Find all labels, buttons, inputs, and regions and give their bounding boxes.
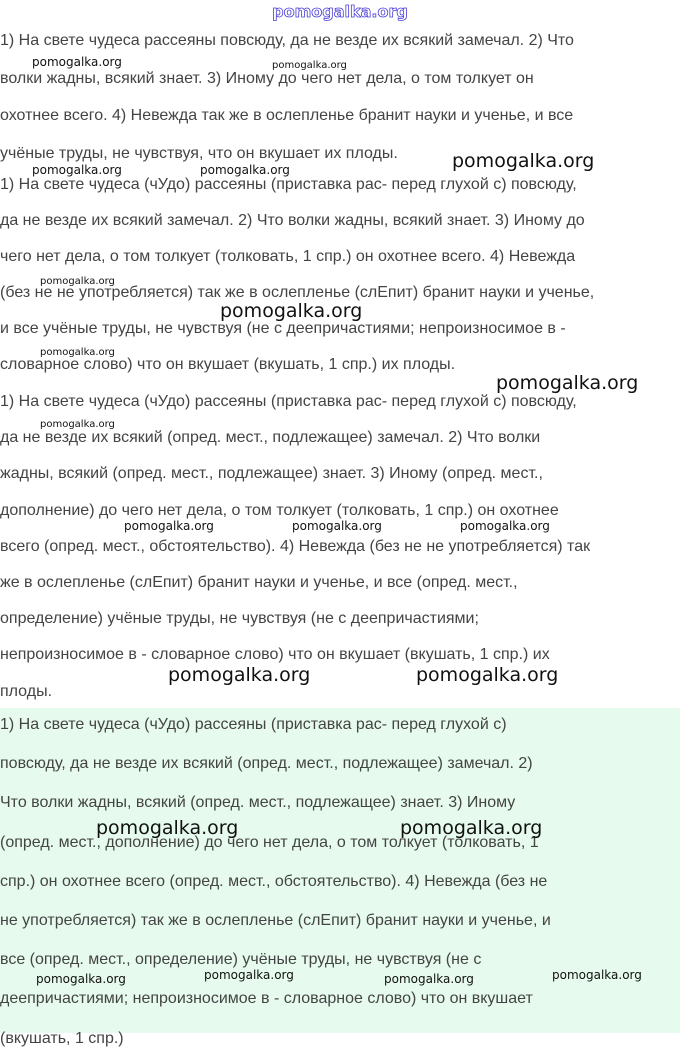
text-line: не употребляется) так же в ослепленье (слЕпит) бранит науки и ученье, и (0, 912, 551, 929)
watermark: pomogalka.org (460, 519, 550, 533)
text-line: 1) На свете чудеса (чУдо) рассеяны (приставка рас- перед глухой с) (0, 716, 507, 733)
watermark: pomogalka.org (416, 664, 559, 686)
text-line: учёные труды, не чувствуя, что он вкушает их плоды. (0, 144, 398, 162)
watermark: pomogalka.org (496, 372, 639, 394)
text-line: 1) На свете чудеса (чУдо) рассеяны (приставка рас- перед глухой с) повсюду, (0, 393, 577, 410)
watermark: pomogalka.org (40, 276, 115, 287)
text-line: (без не не употребляется) так же в ослепленье (слЕпит) бранит науки и ученье, (0, 284, 595, 301)
watermark: pomogalka.org (204, 968, 294, 982)
watermark: pomogalka.org (292, 519, 382, 533)
watermark: pomogalka.org (96, 817, 239, 839)
text-line: Что волки жадны, всякий (опред. мест., подлежащее) знает. 3) Иному (0, 794, 516, 812)
text-line: да не везде их всякий (опред. мест., подлежащее) замечал. 2) Что волки (0, 429, 541, 447)
watermark: pomogalka.org (384, 972, 474, 986)
text-line: (опред. мест., дополнение) до чего нет дела, о том толкует (толковать, 1 (0, 833, 539, 851)
text-line: 1) На свете чудеса (чУдо) рассеяны (приставка рас- перед глухой с) повсюду, (0, 176, 577, 193)
watermark: pomogalka.org (40, 347, 115, 358)
watermark: pomogalka.org (400, 817, 543, 839)
text-line: всего (опред. мест., обстоятельство). 4) Невежда (без не не употребляется) так (0, 537, 591, 555)
text-line: деепричастиями; непроизносимое в - словарное слово) что он вкушает (0, 990, 533, 1008)
text-line: жадны, всякий (опред. мест., подлежащее) знает. 3) Иному (опред. мест., (0, 465, 543, 483)
text-line: же в ослепленье (слЕпит) бранит науки и ученье, и все (опред. мест., (0, 574, 518, 591)
watermark: pomogalka.org (272, 60, 347, 71)
text-line: непроизносимое в - словарное слово) что он вкушает (вкушать, 1 спр.) их (0, 646, 550, 664)
watermark: pomogalka.org (220, 300, 363, 322)
watermark: pomogalka.org (40, 419, 115, 430)
watermark: pomogalka.org (200, 163, 290, 177)
watermark: pomogalka.org (552, 968, 642, 982)
text-line: все (опред. мест., определение) учёные труды, не чувствуя (не с (0, 951, 482, 969)
text-line: 1) На свете чудеса рассеяны повсюду, да не везде их всякий замечал. 2) Что (0, 32, 574, 49)
site-title[interactable]: pomogalka.org (272, 2, 408, 21)
text-line: (вкушать, 1 спр.) (0, 1029, 124, 1047)
text-line: спр.) он охотнее всего (опред. мест., обстоятельство). 4) Невежда (без не (0, 872, 548, 890)
watermark: pomogalka.org (452, 150, 595, 172)
text-line: определение) учёные труды, не чувствуя (не с деепричастиями; (0, 610, 479, 628)
text-line: дополнение) до чего нет дела, о том толкует (толковать, 1 спр.) он охотнее (0, 501, 559, 519)
watermark: pomogalka.org (32, 163, 122, 177)
text-line: охотнее всего. 4) Невежда так же в ослепленье бранит науки и ученье, и все (0, 107, 574, 124)
watermark: pomogalka.org (124, 519, 214, 533)
text-line: чего нет дела, о том толкует (толковать, 1 спр.) он охотнее всего. 4) Невежда (0, 248, 576, 265)
watermark: pomogalka.org (32, 55, 122, 69)
text-line: словарное слово) что он вкушает (вкушать, 1 спр.) их плоды. (0, 356, 456, 373)
watermark: pomogalka.org (168, 664, 311, 686)
text-line: волки жадны, всякий знает. 3) Иному до чего нет дела, о том толкует он (0, 69, 534, 87)
text-line: и все учёные труды, не чувствуя (не с деепричастиями; непроизносимое в - (0, 320, 566, 337)
text-line: повсюду, да не везде их всякий (опред. мест., подлежащее) замечал. 2) (0, 755, 533, 773)
text-line: плоды. (0, 682, 53, 700)
text-line: да не везде их всякий замечал. 2) Что волки жадны, всякий знает. 3) Иному до (0, 212, 585, 229)
watermark: pomogalka.org (36, 972, 126, 986)
